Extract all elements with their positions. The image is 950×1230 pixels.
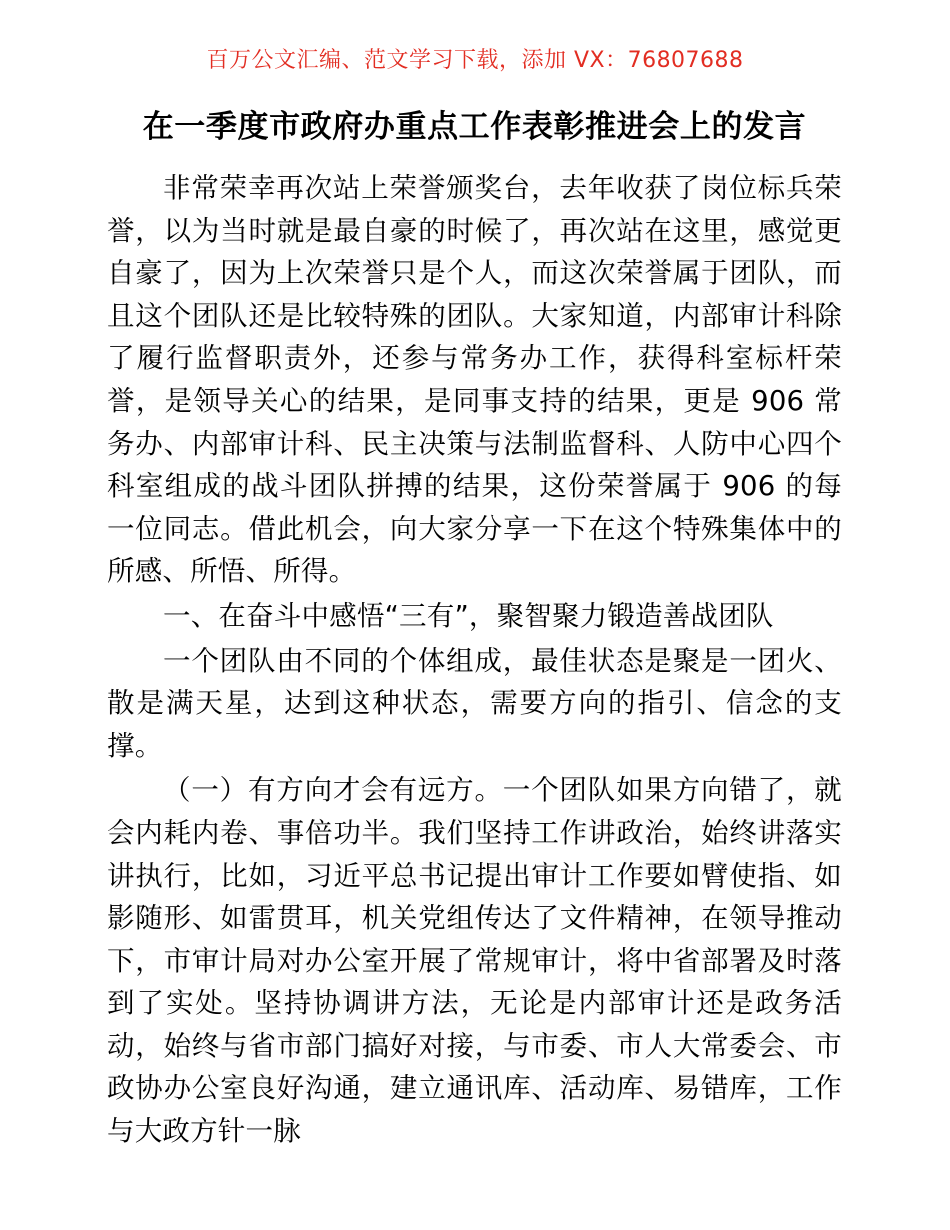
subsection-1-1-paragraph: （一）有方向才会有远方。一个团队如果方向错了，就会内耗内卷、事倍功半。我们坚持工作讲政治，始终讲落实讲执行，比如，习近平总书记提出审计工作要如臂使指、如影随形、如雷贯耳，机关党组传达了文件精神，在领导推动下，市审计局对办公室开展了常规审计，将中省部署及时落到了实处。坚持协调讲方法，无论是内部审计还是政务活动，始终与省市部门搞好对接，与市委、市人大常委会、市政协办公室良好沟通，建立通讯库、活动库、易错库，工作与大政方针一脉	[107, 774, 842, 1148]
promo-banner-text: 百万公文汇编、范文学习下载，添加 VX：76807688	[206, 48, 744, 73]
promo-banner	[0, 50, 950, 72]
section-heading-1: 一、在奋斗中感悟“三有”，聚智聚力锻造善战团队	[163, 599, 774, 632]
section-1-intro-paragraph: 一个团队由不同的个体组成，最佳状态是聚是一团火、散是满天星，达到这种状态，需要方向的指引、信念的支撑。	[107, 644, 842, 762]
document-body	[107, 104, 842, 1155]
opening-paragraph: 非常荣幸再次站上荣誉颁奖台，去年收获了岗位标兵荣誉，以为当时就是最自豪的时候了，再次站在这里，感觉更自豪了，因为上次荣誉只是个人，而这次荣誉属于团队，而且这个团队还是比较特殊的团队。大家知道，内部审计科除了履行监督职责外，还参与常务办工作，获得科室标杆荣誉，是领导关心的结果，是同事支持的结果，更是 906 常务办、内部审计科、民主决策与法制监督科、人防中心四个科室组成的战斗团队拼搏的结果，这份荣誉属于 906 的每一位同志。借此机会，向大家分享一下在这个特殊集体中的所感、所悟、所得。	[107, 172, 842, 588]
document-title: 在一季度市政府办重点工作表彰推进会上的发言	[142, 109, 807, 145]
